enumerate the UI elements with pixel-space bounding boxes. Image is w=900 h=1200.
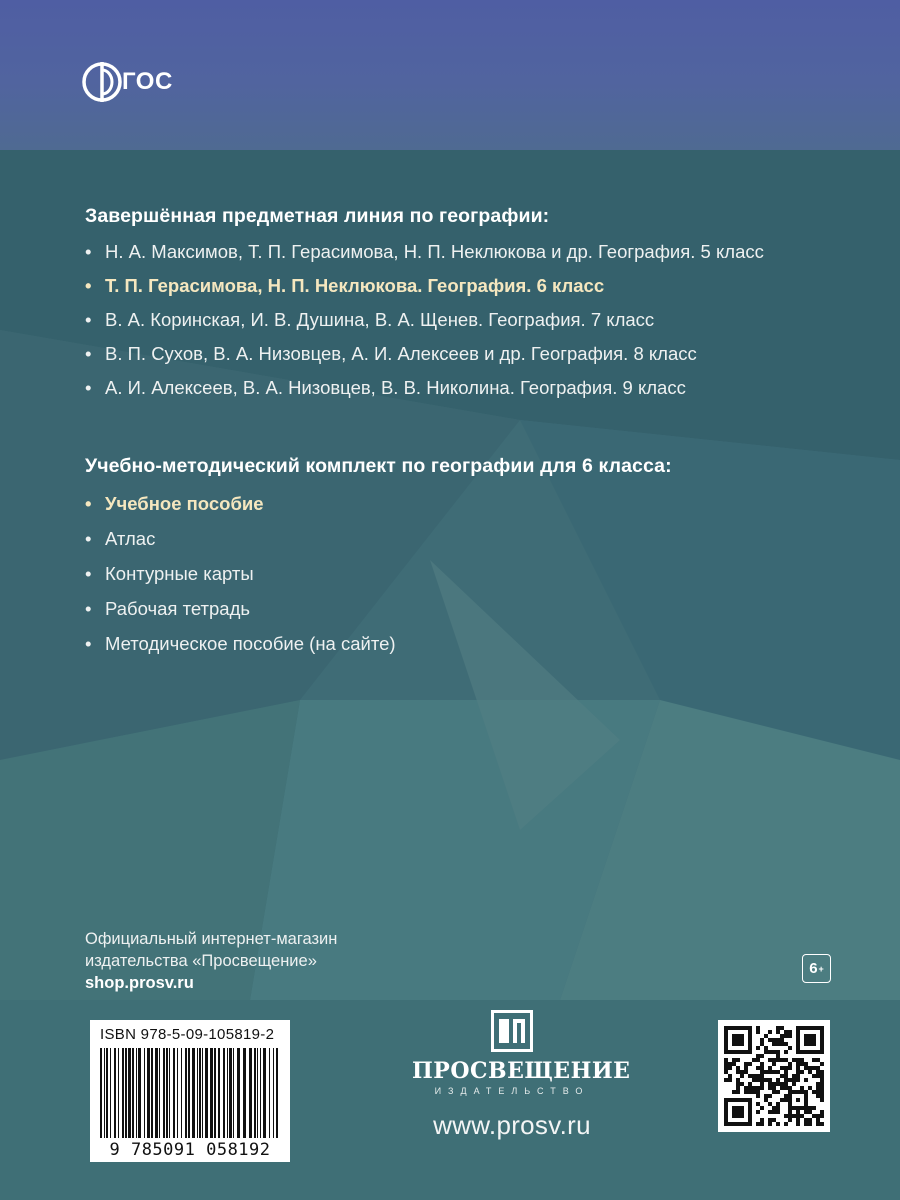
publisher-site[interactable]: www.prosv.ru <box>433 1110 591 1140</box>
list-item: • Н. А. Максимов, Т. П. Герасимова, Н. П. Неклюкова и др. География. 5 класс <box>85 240 825 264</box>
fgos-logo-text: ГОС <box>122 68 173 95</box>
list-item: • В. П. Сухов, В. А. Низовцев, А. И. Алексеев и др. География. 8 класс <box>85 342 825 366</box>
qr-code <box>718 1020 830 1132</box>
subject-line-title: Завершённая предметная линия по географии: <box>85 205 550 227</box>
fgos-logo <box>80 60 173 104</box>
list-item-highlighted: • Учебное пособие <box>85 492 825 516</box>
list-item: • В. А. Коринская, И. В. Душина, В. А. Щенев. География. 7 класс <box>85 308 825 332</box>
isbn-digits: 9 785091 058192 <box>109 1140 271 1160</box>
isbn-label: ISBN 978-5-09-105819-2 <box>100 1026 275 1043</box>
shop-info <box>85 928 337 994</box>
subject-line-list <box>85 240 825 400</box>
list-item: • Методическое пособие (на сайте) <box>85 632 825 656</box>
fgos-emblem-icon <box>80 60 124 104</box>
qr-code-icon <box>724 1026 824 1126</box>
subject-line-section <box>85 205 825 410</box>
kit-list <box>85 492 825 656</box>
list-item: • Контурные карты <box>85 562 825 586</box>
shop-line-1: Официальный интернет-магазин <box>85 930 338 948</box>
kit-section <box>85 455 825 667</box>
age-rating-value: 6 <box>809 960 818 977</box>
shop-url[interactable]: shop.prosv.ru <box>85 974 194 992</box>
age-rating-badge <box>802 954 831 983</box>
publisher-subtitle: ИЗДАТЕЛЬСТВО <box>434 1086 590 1096</box>
publisher-logo-icon <box>491 1010 533 1052</box>
shop-line-2: издательства «Просвещение» <box>85 952 317 970</box>
barcode-icon <box>98 1048 282 1138</box>
publisher-block <box>412 1010 631 1141</box>
isbn-barcode-box <box>90 1020 290 1162</box>
age-rating-plus: + <box>818 963 824 974</box>
kit-title: Учебно-методический комплект по географии для 6 класса: <box>85 455 672 477</box>
list-item-highlighted: • Т. П. Герасимова, Н. П. Неклюкова. География. 6 класс <box>85 274 825 298</box>
list-item: • Рабочая тетрадь <box>85 597 825 621</box>
list-item: • Атлас <box>85 527 825 551</box>
publisher-name: ПРОСВЕЩЕНИЕ <box>412 1058 631 1084</box>
list-item: • А. И. Алексеев, В. А. Низовцев, В. В. Николина. География. 9 класс <box>85 376 825 400</box>
